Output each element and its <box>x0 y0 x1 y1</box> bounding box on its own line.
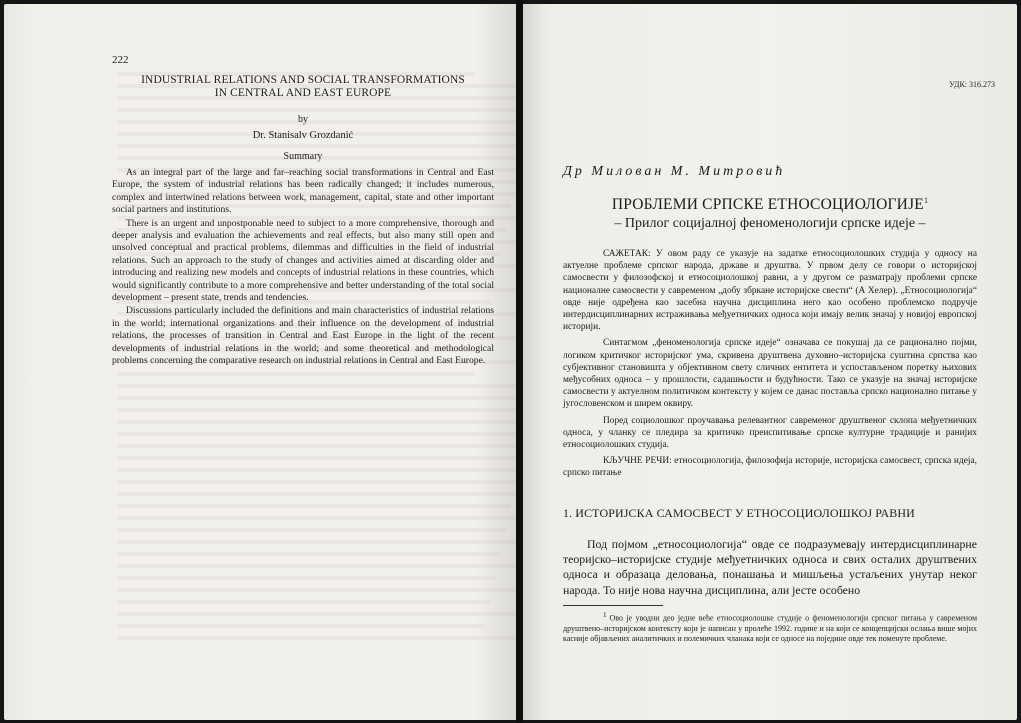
title-line-1: INDUSTRIAL RELATIONS AND SOCIAL TRANSFORMATIONS <box>141 74 465 86</box>
footnote <box>563 610 977 644</box>
title-footnote-mark: 1 <box>923 196 929 205</box>
title-line-2: IN CENTRAL AND EAST EUROPE <box>214 87 392 99</box>
footnote-divider <box>563 605 663 606</box>
page-number: 222 <box>112 54 129 66</box>
summary-body <box>112 167 494 369</box>
summary-heading: Summary <box>283 151 323 162</box>
body-text <box>563 537 977 598</box>
book-gutter <box>516 0 523 723</box>
abstract-paragraph: Синтагмом „феноменологија српске идеје“ означава се покушај да се рационално појми, логиком критичког историјског ума, скривена друштвена духовно–историјска суштина српства као субјективног становишта у објективном свету сличних ентитета и успостављеном поретку њихових међусобних односа – у прошлости, садашњости и будућности. Тако се указује на значај историјске самосвести у актуелном политичком контексту у којем се данас поставља српско национално питање у југословенском и ширем оквиру. <box>563 338 977 410</box>
udk-code: УДК: 316.273 <box>949 80 995 89</box>
keywords: КЉУЧНЕ РЕЧИ: етносоциологија, филозофија историје, историјска самосвест, српска идеја, српско питање <box>563 456 977 479</box>
summary-paragraph: Discussions particularly included the definitions and main characteristics of industrial relations in the world; international organizations and their influence on the development of industrial relations, the processes of transition in Central and East Europe in the light of the recent developments of industrial relations in the world; and some theoretical and methodological problems concerning the comparative research on industrial relations in Central and East Europe. <box>112 305 494 367</box>
footnote-text: Ово је уводни део једне веће етносоциолошке студије о феноменологији српског питања у савременом друштвено–историјском контексту који је написан у пролеће 1992. године и на који се концепцијски ослања више мојих касније објављених аналитичких и полемичких чланака који се односе на поједине овде тек поменуте проблеме. <box>563 613 977 643</box>
abstract-paragraph: САЖЕТАК: У овом раду се указује на задатке етносоциолошких студија у односу на актуелне проблеме српског народа, државе и друштва. У првом делу се говори о историјској самосвести у филозофској и етносоциолошкој равни, а у другом се разматрају проблеми српске националне самосвести у савременом „добу збркане историјске свести“ (А Хелер). „Етносоциологија“ овде није одређена као засебна научна дисциплина него као особено проблемско подручје интердисциплинарних истраживања међуетничких односа који имају велик значај у новијој европској историји. <box>563 249 977 333</box>
right-page <box>523 4 1017 720</box>
author-name: Др Милован М. Митровић <box>563 164 786 179</box>
article-subtitle: – Прилог социјалној феноменологији српске идеје – <box>614 216 926 231</box>
author-name: Dr. Stanisalv Grozdanić <box>252 130 354 141</box>
article-title <box>112 74 494 100</box>
footnote-mark: 1 <box>603 611 607 619</box>
left-page <box>4 4 516 720</box>
body-paragraph: Под појмом „етносоциологија“ овде се подразумевају интердисциплинарне теоријско–историјске студије међуетничких односа и свих осталих друштвених односа и образаца деловања, понашања и мишљења устаљених унутар неког народа. То није нова научна дисциплина, али јесте особено <box>563 537 977 597</box>
abstract-paragraph: Поред социолошког проучавања релевантног савременог друштвеног склопа међуетничких односа, у чланку се пледира за критичко преиспитивање српске културне традиције и ранијих етносоциолошких студија. <box>563 415 977 451</box>
article-title <box>543 196 997 214</box>
abstract <box>563 248 977 484</box>
summary-paragraph: As an integral part of the large and far–reaching social transformations in Central and East Europe, the system of industrial relations has been radically changed; it includes numerous, complex and intertwined relations between work, management, capital, state and other important social partners and institutions. <box>112 167 494 216</box>
by-line: by <box>298 114 308 125</box>
section-heading: 1. ИСТОРИЈСКА САМОСВЕСТ У ЕТНОСОЦИОЛОШКОЈ РАВНИ <box>563 506 915 520</box>
summary-paragraph: There is an urgent and unpostponable need to subject to a more comprehensive, thorough and deeper analysis and evaluation the achievements and real effects, but also many still open and unsolved conceptual and practical problems, dilemmas and difficulties in the field of industrial relations. Such an approach to the study of changes and activities aimed at discarding older and introducing and realizing new models and concepts of industrial relations in these countries, which would significantly contribute to a more comprehensive and better understanding of the total social development – present state, trends and tendencies. <box>112 217 494 304</box>
title-text: ПРОБЛЕМИ СРПСКЕ ЕТНОСОЦИОЛОГИЈЕ <box>611 196 924 214</box>
